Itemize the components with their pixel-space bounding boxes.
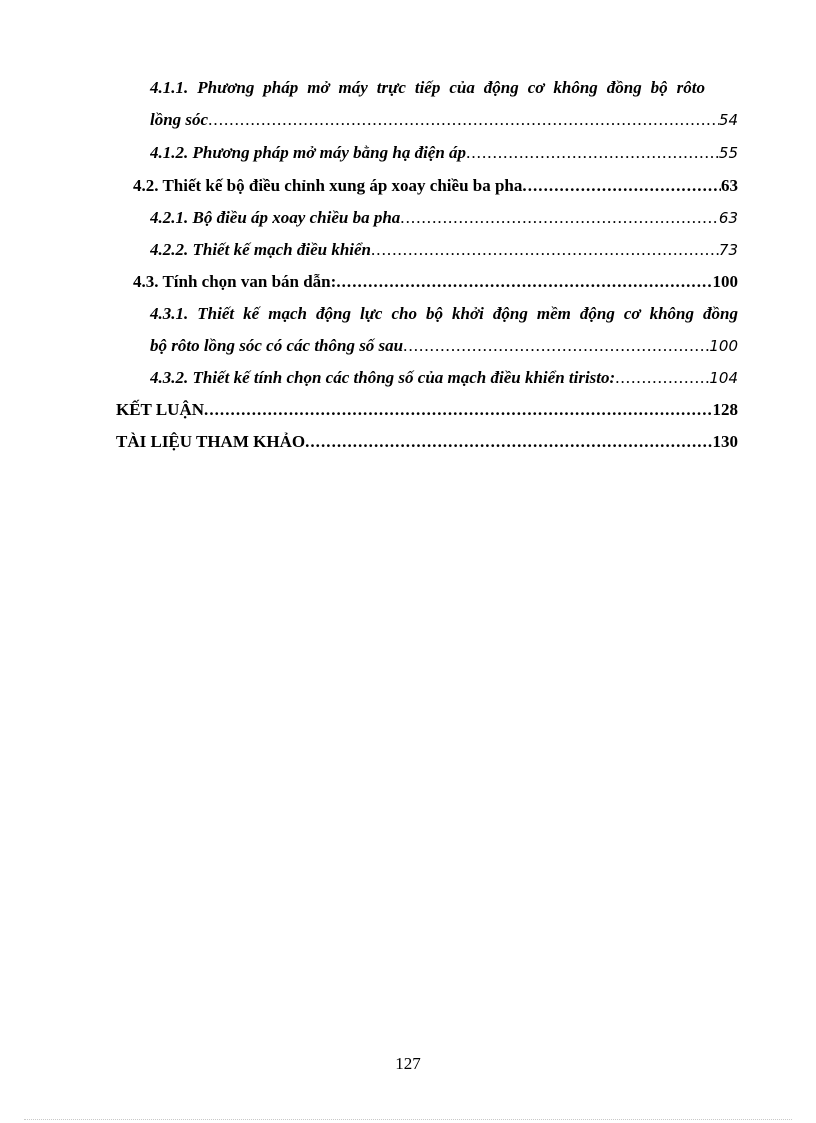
toc-leader-dots: [305, 430, 712, 454]
toc-page-number: 104: [709, 369, 738, 387]
toc-leader-dots: [204, 398, 712, 422]
toc-page-number: 128: [712, 400, 738, 419]
toc-entry-4-1-1-line1[interactable]: 4.1.1. Phương pháp mở máy trực tiếp của động cơ không đồng bộ rôto: [150, 78, 705, 97]
toc-page-number: 63: [718, 209, 738, 227]
toc-entry-4-1-2[interactable]: [150, 141, 738, 165]
toc-leader-dots: [208, 108, 719, 132]
toc-leader-dots: [615, 366, 709, 390]
toc-leader-dots: [371, 238, 719, 262]
toc-page-number: 130: [712, 432, 738, 451]
toc-entry-4-2-2[interactable]: [150, 238, 738, 262]
toc-entry-4-3-2[interactable]: [150, 366, 738, 390]
toc-page-number: 63: [721, 176, 738, 195]
toc-entry-label: 4.3.2. Thiết kế tính chọn các thông số của mạch điều khiển tiristo:: [150, 368, 616, 387]
toc-leader-dots: [403, 334, 709, 358]
toc-page-number: 55: [718, 144, 738, 162]
page-number: 127: [395, 1054, 421, 1073]
toc-entry-4-1-1-line2[interactable]: [150, 108, 738, 132]
toc-page-number: 54: [718, 111, 738, 129]
toc-entry-4-3[interactable]: [133, 270, 738, 294]
toc-entry-label: 4.2.2. Thiết kế mạch điều khiển: [150, 240, 371, 259]
toc-entry-tai-lieu-tham-khao[interactable]: [116, 430, 738, 454]
toc-entry-label: lồng sóc: [150, 110, 209, 129]
toc-entry-label: bộ rôto lồng sóc có các thông số sau: [150, 336, 404, 355]
toc-entry-label: TÀI LIỆU THAM KHẢO: [116, 432, 306, 451]
toc-entry-label: 4.2.1. Bộ điều áp xoay chiều ba pha: [150, 208, 401, 227]
toc-entry-4-2[interactable]: [133, 174, 738, 198]
toc-entry-label: 4.2. Thiết kế bộ điều chỉnh xung áp xoay chiều ba pha: [133, 176, 523, 195]
toc-entry-4-3-1-line2[interactable]: [150, 334, 738, 358]
toc-entry-label: 4.1.2. Phương pháp mở máy bằng hạ điện áp: [150, 143, 467, 162]
toc-page-number: 100: [712, 272, 738, 291]
footer-divider: [24, 1119, 792, 1120]
toc-entry-4-3-1-line1[interactable]: 4.3.1. Thiết kế mạch động lực cho bộ khởi động mềm động cơ không đồng: [150, 304, 738, 323]
toc-entry-label: KẾT LUẬN: [116, 400, 205, 419]
toc-entry-ket-luan[interactable]: [116, 398, 738, 422]
toc-page-number: 73: [718, 241, 738, 259]
toc-entry-4-2-1[interactable]: [150, 206, 738, 230]
toc-leader-dots: [400, 206, 719, 230]
toc-page-number: 100: [709, 337, 738, 355]
toc-entry-label: 4.3. Tính chọn van bán dẫn:: [133, 272, 337, 291]
toc-leader-dots: [522, 174, 721, 198]
toc-leader-dots: [336, 270, 712, 294]
toc-leader-dots: [466, 141, 719, 165]
